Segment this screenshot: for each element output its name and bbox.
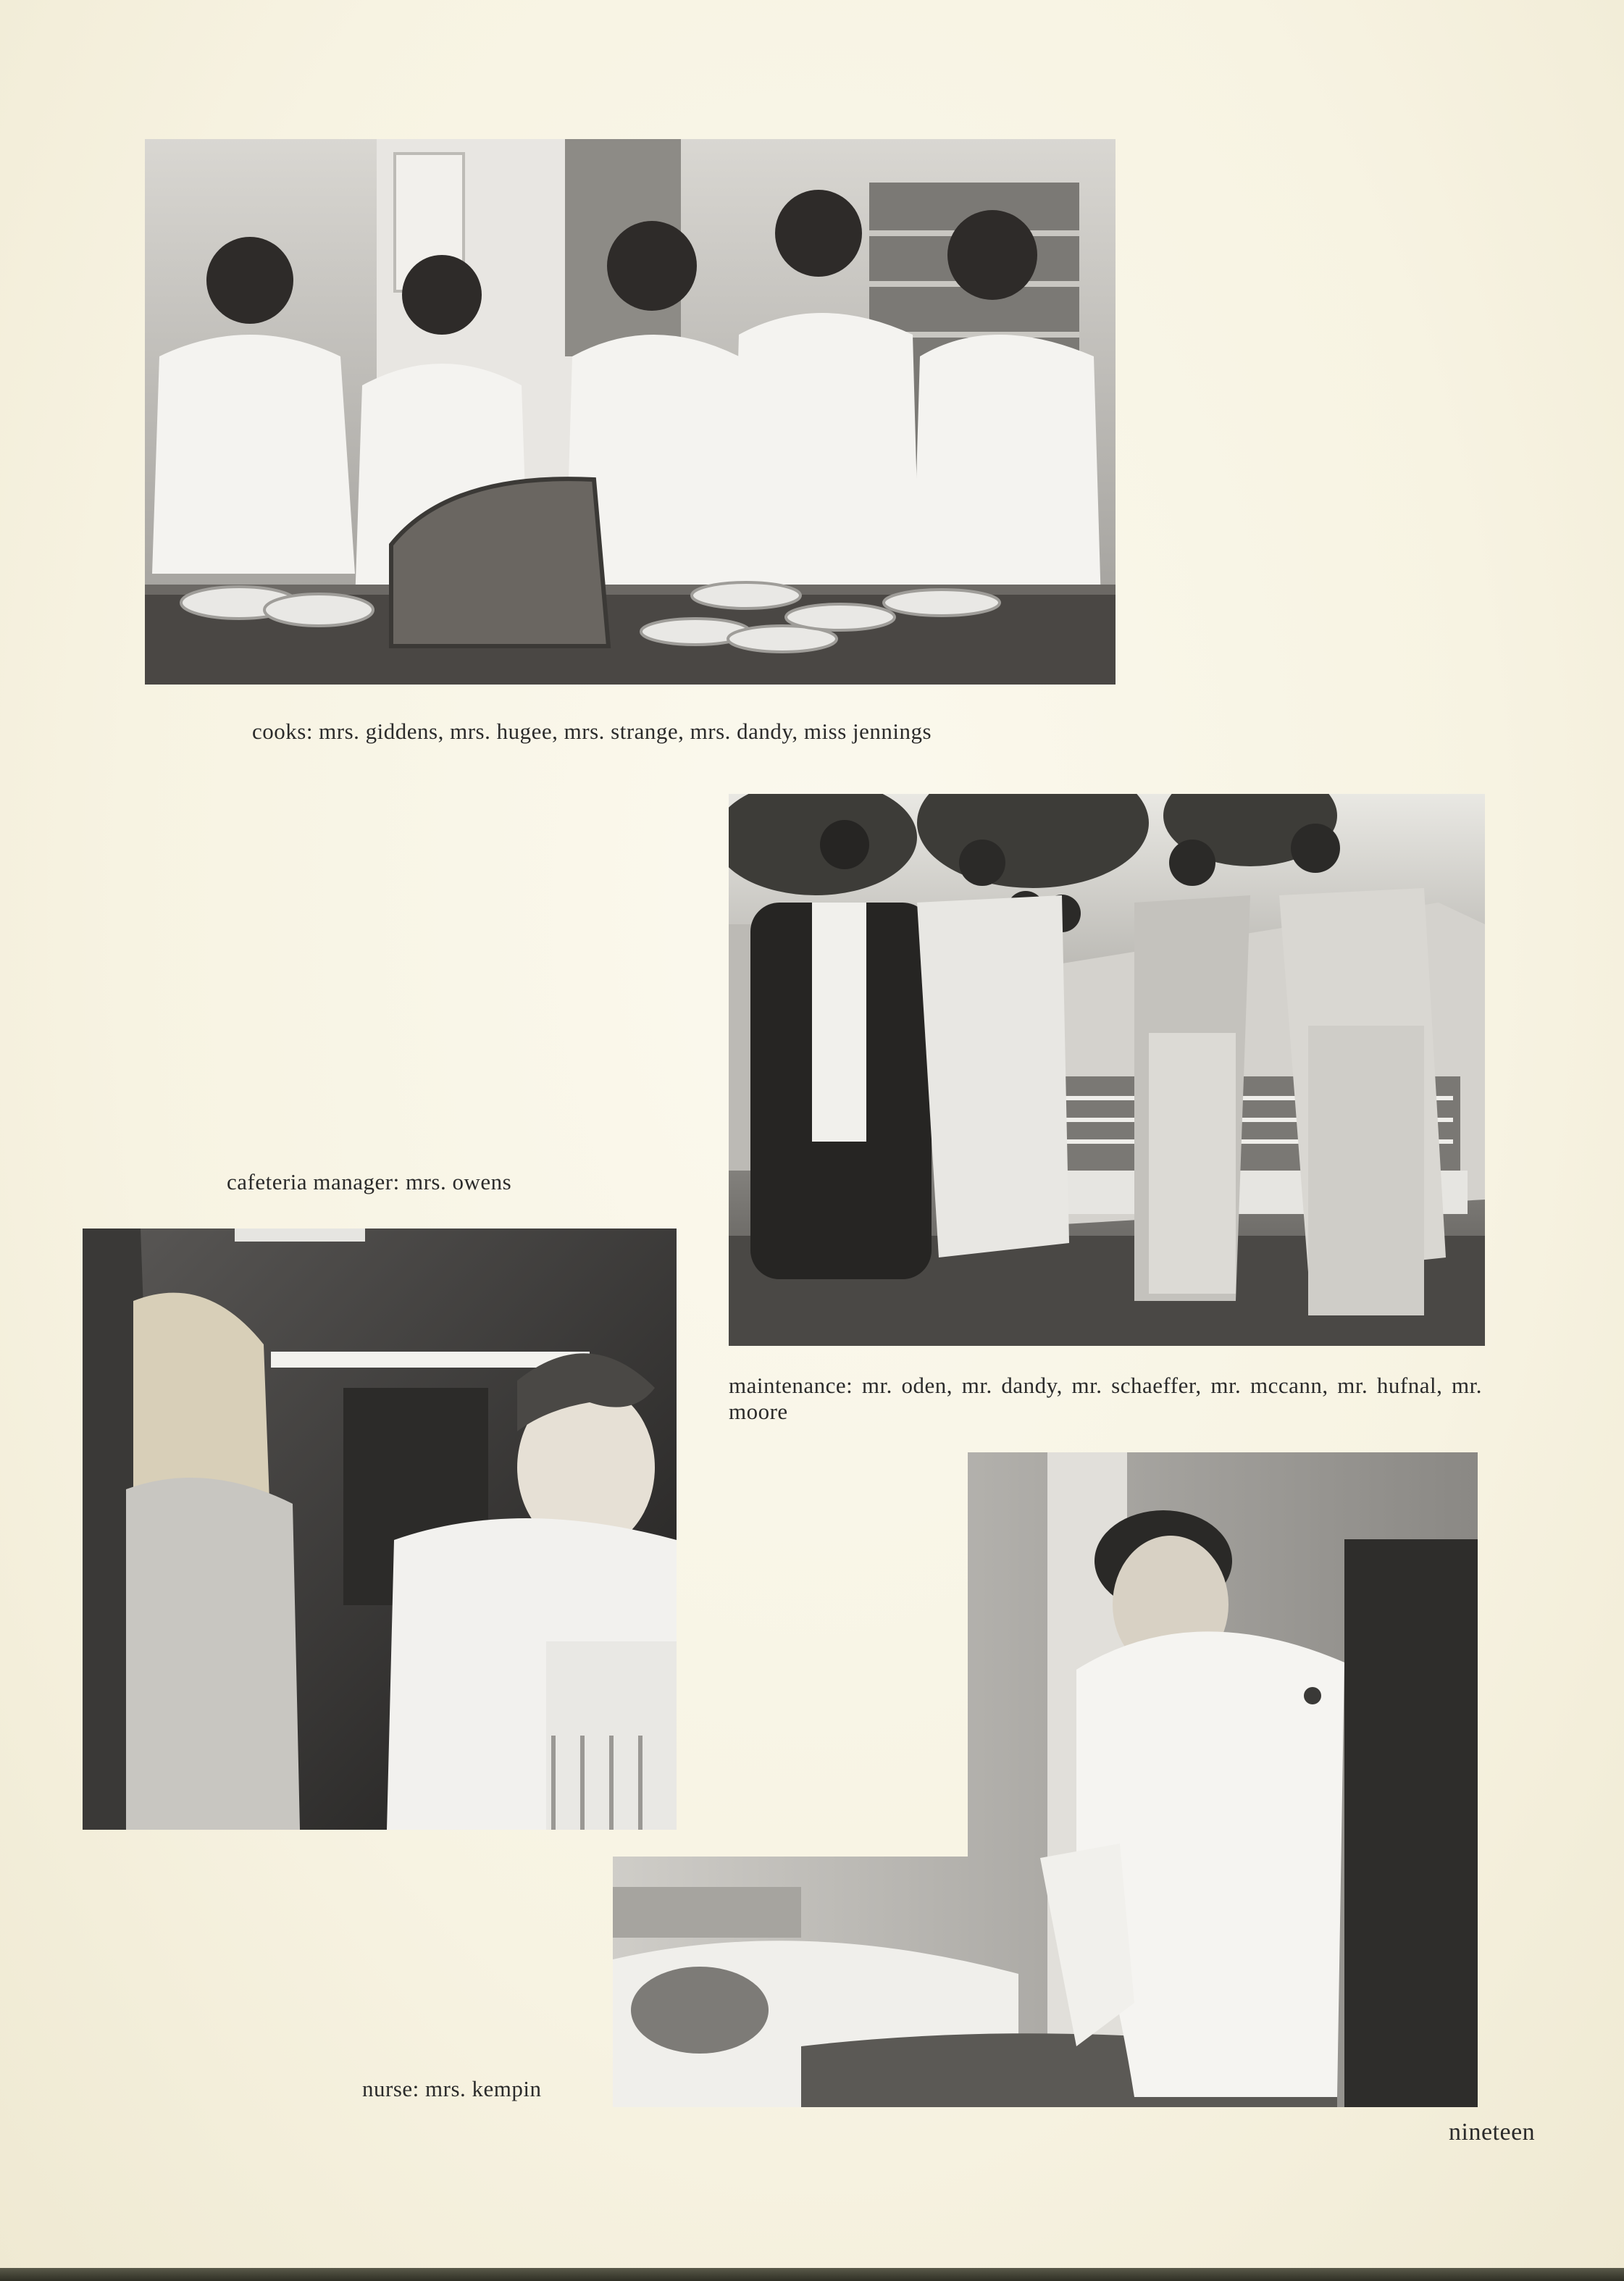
cooks-caption: cooks: mrs. giddens, mrs. hugee, mrs. strange, mrs. dandy, miss jennings [252, 719, 932, 744]
nurse-caption: nurse: mrs. kempin [362, 2076, 542, 2101]
nurse-photo [613, 1452, 1478, 2107]
cafeteria-manager-caption: cafeteria manager: mrs. owens [227, 1169, 512, 1194]
page-number: nineteen [1449, 2119, 1536, 2146]
maintenance-photo [729, 794, 1485, 1346]
page-bottom-edge [0, 2268, 1624, 2281]
cafeteria-manager-photo [83, 1229, 677, 1830]
maintenance-caption: maintenance: mr. oden, mr. dandy, mr. schaeffer, mr. mccann, mr. hufnal, mr. moore [729, 1373, 1482, 1424]
cooks-photo [145, 139, 1116, 685]
